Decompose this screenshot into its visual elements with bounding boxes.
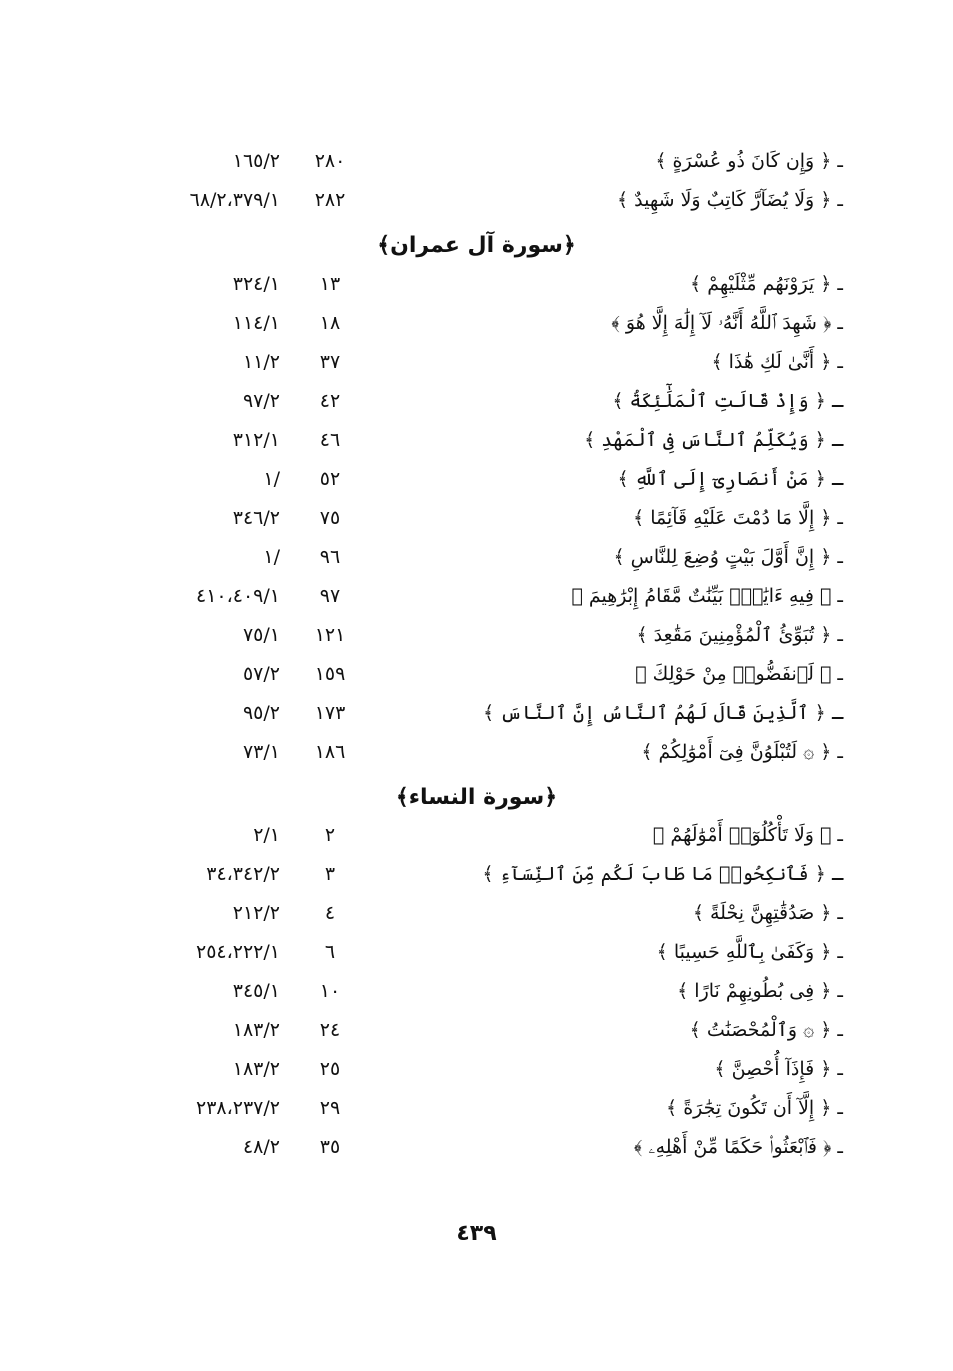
- volume-page-ref: ١١/٢: [242, 351, 280, 373]
- index-entry: [0, 735, 953, 769]
- index-entry: [0, 345, 953, 379]
- ayah-number: ٢٩: [319, 1097, 341, 1119]
- volume-page-ref: ٩٥/٢: [242, 702, 280, 724]
- volume-page-ref: ٤٨/٢: [242, 1136, 280, 1158]
- index-entry: [0, 540, 953, 574]
- volume-page-ref: ٩٧/٢: [242, 390, 280, 412]
- index-entry: [0, 696, 953, 730]
- verse-text: ـ ﴿ تُبَوِّئُ ٱلْمُؤْمِنِينَ مَقَٰعِدَ ﴾: [636, 624, 843, 646]
- verse-text: ـ ﴿ وَيُكَلِّمُ ٱلنَّاسَ فِى ٱلْمَهْدِ ﴾: [584, 429, 843, 451]
- index-entry: [0, 818, 953, 852]
- ayah-number: ١٠: [319, 980, 341, 1002]
- volume-page-ref: ١١٤/١: [232, 312, 280, 334]
- ayah-number: ١٨: [319, 312, 341, 334]
- verse-text: ـ ﴿ مَنْ أَنصَارِىٓ إِلَى ٱللَّهِ ﴾: [617, 468, 843, 490]
- index-entry: [0, 579, 953, 613]
- ayah-number: ٣٥: [319, 1136, 341, 1158]
- ayah-number: ٣: [324, 863, 336, 885]
- verse-text: ـ ﴿ ۞ وَٱلْمُحْصَنَٰتُ ﴾: [689, 1019, 843, 1041]
- verse-text: ـ ﴿ إِلَّا مَا دُمْتَ عَلَيْهِ قَآئِمًا ﴾: [633, 507, 843, 529]
- volume-page-ref: /١: [263, 468, 280, 490]
- index-entry: [0, 384, 953, 418]
- verse-text: ـ ﴿ ۞ لَتُبْلَوُنَّ فِىٓ أَمْوَٰلِكُمْ ﴾: [641, 741, 843, 763]
- index-entry: [0, 1091, 953, 1125]
- index-entry: [0, 501, 953, 535]
- index-entry: [0, 306, 953, 340]
- ayah-number: ٢٥: [319, 1058, 341, 1080]
- verse-text: ـ ﴿ وَلَا تَأْكُلُوٓا۟ أَمْوَٰلَهُمْ ﴾: [652, 824, 843, 846]
- index-entry: [0, 267, 953, 301]
- volume-page-ref: ٣٤،٣٤٢/٢: [206, 863, 280, 885]
- index-entry: [0, 657, 953, 691]
- index-entry: [0, 1013, 953, 1047]
- volume-page-ref: ٢١٢/٢: [232, 902, 280, 924]
- ayah-number: ٢٨٠: [314, 150, 346, 172]
- index-entry: [0, 935, 953, 969]
- index-entry: [0, 974, 953, 1008]
- index-entry: [0, 144, 953, 178]
- ayah-number: ٧٥: [319, 507, 341, 529]
- ayah-number: ١٧٣: [314, 702, 346, 724]
- volume-page-ref: ٥٧/٢: [242, 663, 280, 685]
- volume-page-ref: ٤١٠،٤٠٩/١: [196, 585, 280, 607]
- index-entry: [0, 183, 953, 217]
- verse-text: ـ ﴿ فَٱنكِحُوا۟ مَا طَابَ لَكُم مِّنَ ٱلنِّسَآءِ ﴾: [482, 863, 843, 885]
- verse-text: ـ ﴿ شَهِدَ ٱللَّهُ أَنَّهُۥ لَآ إِلَٰهَ إِلَّا هُوَ ﴾: [611, 312, 843, 334]
- ayah-number: ١٢١: [314, 624, 346, 646]
- ayah-number: ٤٦: [319, 429, 341, 451]
- volume-page-ref: ٧٥/١: [242, 624, 280, 646]
- ayah-number: ١٣: [319, 273, 341, 295]
- ayah-number: ٤: [324, 902, 336, 924]
- ayah-number: ٩٦: [319, 546, 341, 568]
- volume-page-ref: ٢٣٨،٢٣٧/٢: [196, 1097, 280, 1119]
- ayah-number: ٦: [324, 941, 336, 963]
- ayah-number: ١٥٩: [314, 663, 346, 685]
- verse-text: ـ ﴿ فِى بُطُونِهِمْ نَارًا ﴾: [677, 980, 843, 1002]
- surah-heading: ﴿سورة النساء﴾: [395, 785, 558, 810]
- ayah-number: ٥٢: [319, 468, 341, 490]
- volume-page-ref: ١٨٣/٢: [232, 1019, 280, 1041]
- verse-text: ـ ﴿ وَلَا يُضَآرَّ كَاتِبٌ وَلَا شَهِيدٌ ﴾: [616, 189, 843, 211]
- verse-text: ـ ﴿ ٱلَّذِينَ قَالَ لَهُمُ ٱلنَّاسُ إِنَّ ٱلنَّاسَ ﴾: [482, 702, 843, 724]
- ayah-number: ٢٤: [319, 1019, 341, 1041]
- verse-text: ـ ﴿ فِيهِ ءَايَٰتٌۢ بَيِّنَٰتٌ مَّقَامُ إِبْرَٰهِيمَ ﴾: [571, 585, 843, 607]
- volume-page-ref: ٦٨/٢،٣٧٩/١: [189, 189, 280, 211]
- verse-text: ـ ﴿ يَرَوْنَهُم مِّثْلَيْهِمْ ﴾: [690, 273, 843, 295]
- volume-page-ref: ٣٤٦/٢: [232, 507, 280, 529]
- verse-text: ـ ﴿ وَإِن كَانَ ذُو عُسْرَةٍ ﴾: [655, 150, 843, 172]
- verse-text: ـ ﴿ إِنَّ أَوَّلَ بَيْتٍ وُضِعَ لِلنَّاسِ ﴾: [613, 546, 843, 568]
- verse-text: ـ ﴿ صَدُقَٰتِهِنَّ نِحْلَةً ﴾: [692, 902, 843, 924]
- index-entry: [0, 896, 953, 930]
- volume-page-ref: /١: [263, 546, 280, 568]
- index-entry: [0, 423, 953, 457]
- verse-text: ـ ﴿ فَإِذَآ أُحْصِنَّ ﴾: [714, 1058, 843, 1080]
- verse-text: ـ ﴿ وَإِذْ قَالَتِ ٱلْمَلَٰٓئِكَةُ ﴾: [612, 390, 843, 412]
- verse-text: ـ ﴿ إِلَّآ أَن تَكُونَ تِجَٰرَةً ﴾: [666, 1097, 843, 1119]
- ayah-number: ٩٧: [319, 585, 341, 607]
- verse-text: ـ ﴿ فَٱبْعَثُوا۟ حَكَمًا مِّنْ أَهْلِهِۦ ﴾: [633, 1136, 843, 1158]
- volume-page-ref: ٢/١: [253, 824, 280, 846]
- page-number: ٤٣٩: [456, 1221, 497, 1246]
- index-entry: [0, 1052, 953, 1086]
- index-entry: [0, 618, 953, 652]
- ayah-number: ٤٢: [319, 390, 341, 412]
- volume-page-ref: ٣١٢/١: [232, 429, 280, 451]
- ayah-number: ١٨٦: [314, 741, 346, 763]
- index-entry: [0, 857, 953, 891]
- verse-text: ـ ﴿ أَنَّىٰ لَكِ هَٰذَا ﴾: [711, 351, 843, 373]
- volume-page-ref: ٣٤٥/١: [232, 980, 280, 1002]
- ayah-number: ٣٧: [319, 351, 341, 373]
- volume-page-ref: ١٨٣/٢: [232, 1058, 280, 1080]
- volume-page-ref: ١٦٥/٢: [232, 150, 280, 172]
- verse-text: ـ ﴿ لَٱنفَضُّوا۟ مِنْ حَوْلِكَ ﴾: [635, 663, 843, 685]
- volume-page-ref: ٧٣/١: [242, 741, 280, 763]
- index-entry: [0, 1130, 953, 1164]
- ayah-number: ٢: [324, 824, 336, 846]
- index-entry: [0, 462, 953, 496]
- ayah-number: ٢٨٢: [314, 189, 346, 211]
- volume-page-ref: ٢٥٤،٢٢٢/١: [196, 941, 280, 963]
- volume-page-ref: ٣٢٤/١: [232, 273, 280, 295]
- surah-heading: ﴿سورة آل عمران﴾: [377, 233, 576, 258]
- verse-text: ـ ﴿ وَكَفَىٰ بِٱللَّهِ حَسِيبًا ﴾: [656, 941, 843, 963]
